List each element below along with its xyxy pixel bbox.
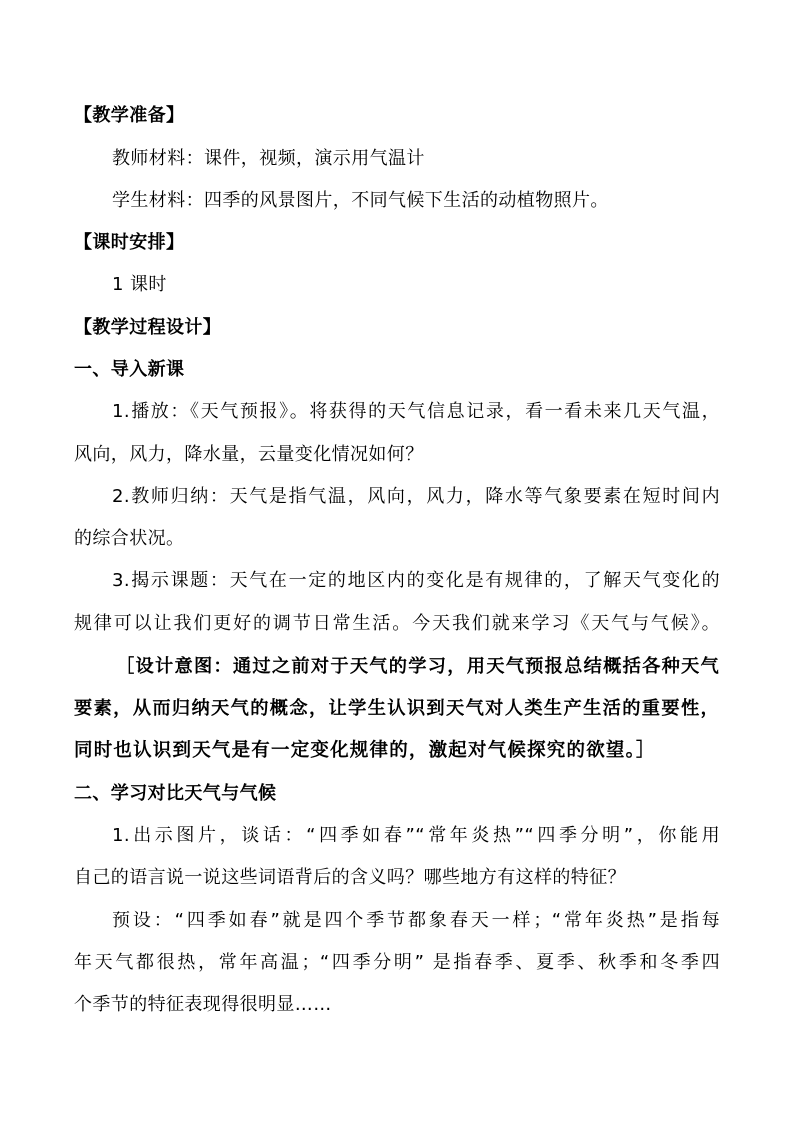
process-heading: 【教学过程设计】 (74, 317, 222, 338)
design-intent-line3: 同时也认识到天气是有一定变化规律的，激起对气候探究的欲望。］ (74, 740, 656, 761)
part1-paragraph2-line2: 的综合状况。 (74, 528, 185, 549)
part1-paragraph3-line2: 规律可以让我们更好的调节日常生活。今天我们就来学习《天气与气候》。 (74, 613, 720, 634)
prep-student-materials: 学生材料：四季的风景图片，不同气候下生活的动植物照片。 (112, 190, 609, 211)
prep-heading: 【教学准备】 (74, 105, 185, 126)
prep-teacher-materials: 教师材料：课件，视频，演示用气温计 (112, 148, 425, 169)
part2-paragraph2-line2: 年天气都很热，常年高温；“四季分明” 是指春季、夏季、秋季和冬季四 (74, 952, 720, 973)
part1-paragraph1-line2: 风向，风力，降水量，云量变化情况如何？ (74, 444, 424, 465)
part1-paragraph2-line1: 2.教师归纳：天气是指气温，风向，风力，降水等气象要素在短时间内 (112, 486, 720, 507)
part1-paragraph3-line1: 3.揭示课题：天气在一定的地区内的变化是有规律的，了解天气变化的 (112, 570, 720, 591)
design-intent-line2: 要素，从而归纳天气的概念，让学生认识到天气对人类生产生活的重要性， (74, 698, 720, 719)
design-intent-line1: ［设计意图：通过之前对于天气的学习，用天气预报总结概括各种天气 (116, 656, 720, 677)
schedule-value: 1 课时 (112, 274, 167, 295)
part2-paragraph2-line1: 预设：“四季如春”就是四个季节都象春天一样；“常年炎热”是指每 (112, 910, 720, 931)
part1-paragraph1-line1: 1.播放：《天气预报》。将获得的天气信息记录，看一看未来几天气温， (112, 401, 720, 422)
part2-paragraph1-line2: 自己的语言说一说这些词语背后的含义吗？哪些地方有这样的特征？ (74, 867, 626, 888)
part2-heading: 二、学习对比天气与气候 (74, 783, 277, 804)
schedule-heading: 【课时安排】 (74, 232, 185, 253)
part2-paragraph2-line3: 个季节的特征表现得很明显…… (74, 994, 332, 1015)
part2-paragraph1-line1: 1.出示图片，谈话：“四季如春”“常年炎热”“四季分明”，你能用 (112, 825, 720, 846)
part1-heading: 一、导入新课 (74, 359, 185, 380)
